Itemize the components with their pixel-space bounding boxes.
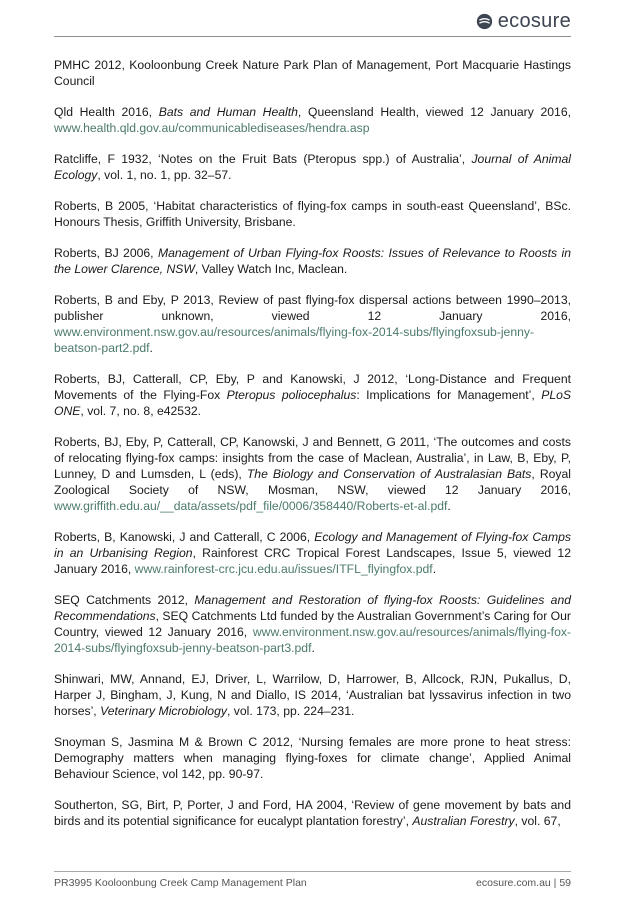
reference-link[interactable]: www.griffith.edu.au/__data/assets/pdf_file/0006/358440/Roberts-et-al.pdf	[54, 499, 448, 513]
reference-text: , SEQ Catchments Ltd funded by the Australian Government’s Caring for Our Country, viewed 12 January 2016,	[54, 609, 571, 639]
reference-text: SEQ Catchments 2012,	[54, 593, 195, 607]
reference-text: Roberts, BJ, Catterall, CP, Eby, P and Kanowski, J 2012, ‘Long-Distance and Frequent Movements of the Flying-Fox	[54, 372, 571, 402]
reference-entry	[54, 292, 571, 356]
reference-title: Pteropus poliocephalus	[226, 388, 357, 402]
reference-text: Roberts, B 2005, ‘Habitat characteristics of flying-fox camps in south-east Queensland’, BSc. Honours Thesis, Griffith University, Brisbane.	[54, 199, 571, 229]
reference-entry	[54, 434, 571, 514]
reference-text: Roberts, B and Eby, P 2013, Review of past flying-fox dispersal actions between 1990–2013, publisher unknown, viewed 12 January 2016,	[54, 293, 571, 323]
reference-entry	[54, 104, 571, 136]
reference-text: Snoyman S, Jasmina M & Brown C 2012, ‘Nursing females are more prone to heat stress: Demography matters when managing flying-foxes for climate change’, Applied Animal Behaviour Science, vol 142, pp. 90-97.	[54, 735, 571, 781]
page-footer	[54, 877, 571, 889]
reference-list	[54, 57, 571, 844]
reference-text: , Valley Watch Inc, Maclean.	[194, 262, 348, 276]
reference-text: .	[432, 562, 437, 576]
reference-entry	[54, 151, 571, 183]
reference-title: PLoS ONE	[54, 388, 572, 418]
reference-entry	[54, 529, 571, 577]
logo-text: ecosure	[497, 10, 571, 32]
footer-site-page: ecosure.com.au | 59	[476, 877, 571, 889]
reference-text: PMHC 2012, Kooloonbung Creek Nature Park Plan of Management, Port Macquarie Hastings Council	[54, 58, 571, 88]
reference-entry	[54, 797, 571, 829]
reference-text: , vol. 7, no. 8, e42532.	[80, 404, 202, 418]
reference-text: .	[311, 641, 315, 655]
reference-text: Ratcliffe, F 1932, ‘Notes on the Fruit Bats (Pteropus spp.) of Australia’,	[54, 152, 472, 166]
reference-title: Management of Urban Flying-fox Roosts: Issues of Relevance to Roosts in the Lower Clarence, NSW	[54, 246, 571, 276]
reference-title: Ecology and Management of Flying-fox Camps in an Urbanising Region	[54, 530, 571, 560]
reference-text: Roberts, BJ, Eby, P, Catterall, CP, Kanowski, J and Bennett, G 2011, ‘The outcomes and costs of relocating flying-fox camps: insights from the case of Maclean, Australia’, in Law, B, Eby, P, Lunney, D and Lumsden, L (eds),	[54, 435, 571, 481]
reference-text: Roberts, B, Kanowski, J and Catterall, C 2006,	[54, 530, 315, 544]
reference-entry	[54, 592, 571, 656]
reference-text: , vol. 67,	[514, 814, 561, 828]
reference-link[interactable]: www.environment.nsw.gov.au/resources/animals/flying-fox-2014-subs/flyingfoxsub-jenny-beatson-part3.pdf	[54, 625, 571, 655]
header-rule	[54, 36, 571, 37]
reference-title: Management and Restoration of flying-fox Roosts: Guidelines and Recommendations	[54, 593, 572, 623]
reference-text: : Implications for Management’,	[356, 388, 542, 402]
reference-text: Roberts, BJ 2006,	[54, 246, 158, 260]
footer-rule	[54, 871, 571, 872]
reference-text: Southerton, SG, Birt, P, Porter, J and Ford, HA 2004, ‘Review of gene movement by bats and birds and its potential significance for eucalypt plantation forestry’,	[54, 798, 571, 828]
reference-text: , vol. 1, no. 1, pp. 32–57.	[97, 168, 232, 182]
ecosure-logo-icon	[476, 13, 493, 30]
reference-entry	[54, 57, 571, 89]
reference-text: , Royal Zoological Society of NSW, Mosman, NSW, viewed 12 January 2016,	[54, 467, 571, 497]
reference-title: Veterinary Microbiology	[100, 704, 227, 718]
reference-title: Australian Forestry	[412, 814, 515, 828]
reference-text: Qld Health 2016,	[54, 105, 159, 119]
reference-title: The Biology and Conservation of Australasian Bats	[246, 467, 532, 481]
reference-entry	[54, 671, 571, 719]
reference-text: .	[149, 341, 153, 355]
reference-title: Journal of Animal Ecology	[54, 152, 571, 182]
reference-entry	[54, 198, 571, 230]
reference-entry	[54, 371, 571, 419]
reference-text: .	[447, 499, 451, 513]
reference-text: , Rainforest CRC Tropical Forest Landscapes, Issue 5, viewed 12 January 2016,	[54, 546, 571, 576]
reference-text: , vol. 173, pp. 224–231.	[226, 704, 355, 718]
reference-title: Bats and Human Health	[158, 105, 298, 119]
reference-text: , Queensland Health, viewed 12 January 2016,	[297, 105, 571, 119]
ecosure-logo	[476, 10, 571, 33]
footer-document-title: PR3995 Kooloonbung Creek Camp Management Plan	[54, 877, 307, 889]
reference-entry	[54, 245, 571, 277]
reference-entry	[54, 734, 571, 782]
reference-text: Shinwari, MW, Annand, EJ, Driver, L, Warrilow, D, Harrower, B, Allcock, RJN, Pukallus, D, Harper J, Bingham, J, Kung, N and Diallo, IS 2014, ‘Australian bat lyssavirus infection in two horses’,	[54, 672, 571, 718]
reference-link[interactable]: www.environment.nsw.gov.au/resources/animals/flying-fox-2014-subs/flyingfoxsub-jenny-beatson-part2.pdf	[54, 325, 535, 355]
reference-link[interactable]: www.health.qld.gov.au/communicablediseases/hendra.asp	[54, 121, 370, 135]
reference-link[interactable]: www.rainforest-crc.jcu.edu.au/issues/ITFL_flyingfox.pdf	[134, 562, 433, 576]
